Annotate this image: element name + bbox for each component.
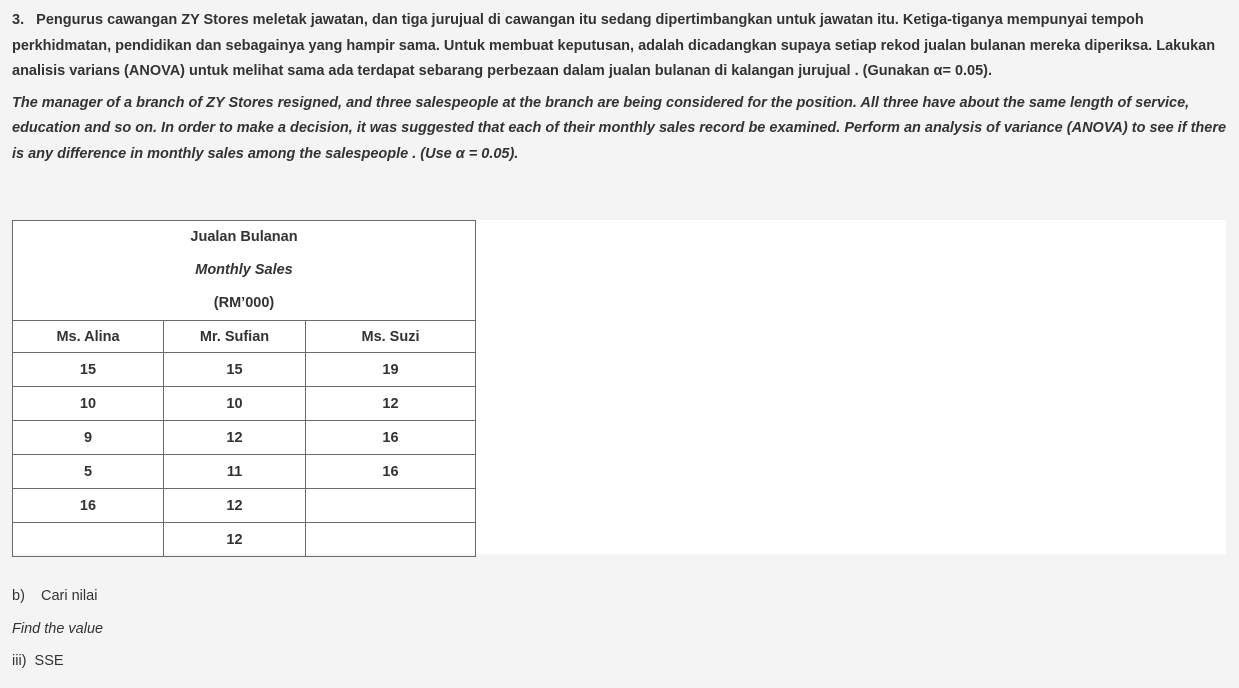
- table-cell: 16: [306, 421, 476, 455]
- table-cell: 16: [13, 489, 164, 523]
- table-row: [13, 421, 476, 455]
- column-header-sufian: Mr. Sufian: [164, 321, 306, 353]
- table-cell: 19: [306, 353, 476, 387]
- table-unit: (RM’000): [213, 295, 275, 311]
- table-cell: 9: [13, 421, 164, 455]
- table-cell: [306, 489, 476, 523]
- column-header-alina: Ms. Alina: [13, 321, 164, 353]
- table-row: [13, 489, 476, 523]
- table-cell: 16: [306, 455, 476, 489]
- question-english: The manager of a branch of ZY Stores resigned, and three salespeople at the branch are being considered for the position. All three have about the same length of service, education and so on. In order to make a decision, it was suggested that each of their monthly sales record be examined. Perform an analysis of variance (ANOVA) to see if there is any difference in monthly sales among the salespeople . (Use α = 0.05).: [12, 94, 1227, 162]
- table-row: [13, 353, 476, 387]
- table-cell: 12: [164, 421, 306, 455]
- table-cell: [306, 523, 476, 557]
- table-cell: 5: [13, 455, 164, 489]
- table-cell: 12: [306, 387, 476, 421]
- table-row: [13, 523, 476, 557]
- table-cell: 15: [13, 353, 164, 387]
- table-panel: [12, 220, 1226, 554]
- table-cell: 11: [164, 455, 306, 489]
- table-header: [13, 221, 476, 321]
- table-cell: 15: [164, 353, 306, 387]
- question-malay: 3. Pengurus cawangan ZY Stores meletak jawatan, dan tiga jurujual di cawangan itu sedang dipertimbangkan untuk jawatan itu. Ketiga-tiganya mempunyai tempoh perkhidmatan, pendidikan dan sebagainya yang hampir sama. Untuk membuat keputusan, adalah dicadangkan supaya setiap rekod jualan bulanan mereka diperiksa. Lakukan analisis varians (ANOVA) untuk melihat sama ada terdapat sebarang perbezaan dalam jualan bulanan di kalangan jurujual . (Gunakan α= 0.05).: [12, 12, 1216, 79]
- table-cell: [13, 523, 164, 557]
- table-cell: 10: [164, 387, 306, 421]
- table-title-malay: Jualan Bulanan: [190, 229, 298, 245]
- part-sub-item: iii) SSE: [12, 653, 64, 669]
- table-cell: 10: [13, 387, 164, 421]
- table-title-english: Monthly Sales: [195, 262, 293, 278]
- table-cell: 12: [164, 523, 306, 557]
- part-b-block: [12, 580, 103, 678]
- table-row: [13, 387, 476, 421]
- part-label-malay: b) Cari nilai: [12, 588, 98, 604]
- table-row: [13, 455, 476, 489]
- part-label-english: Find the value: [12, 620, 104, 637]
- question-block: [12, 8, 1230, 167]
- sales-table: [12, 220, 476, 557]
- column-header-suzi: Ms. Suzi: [306, 321, 476, 353]
- table-cell: 12: [164, 489, 306, 523]
